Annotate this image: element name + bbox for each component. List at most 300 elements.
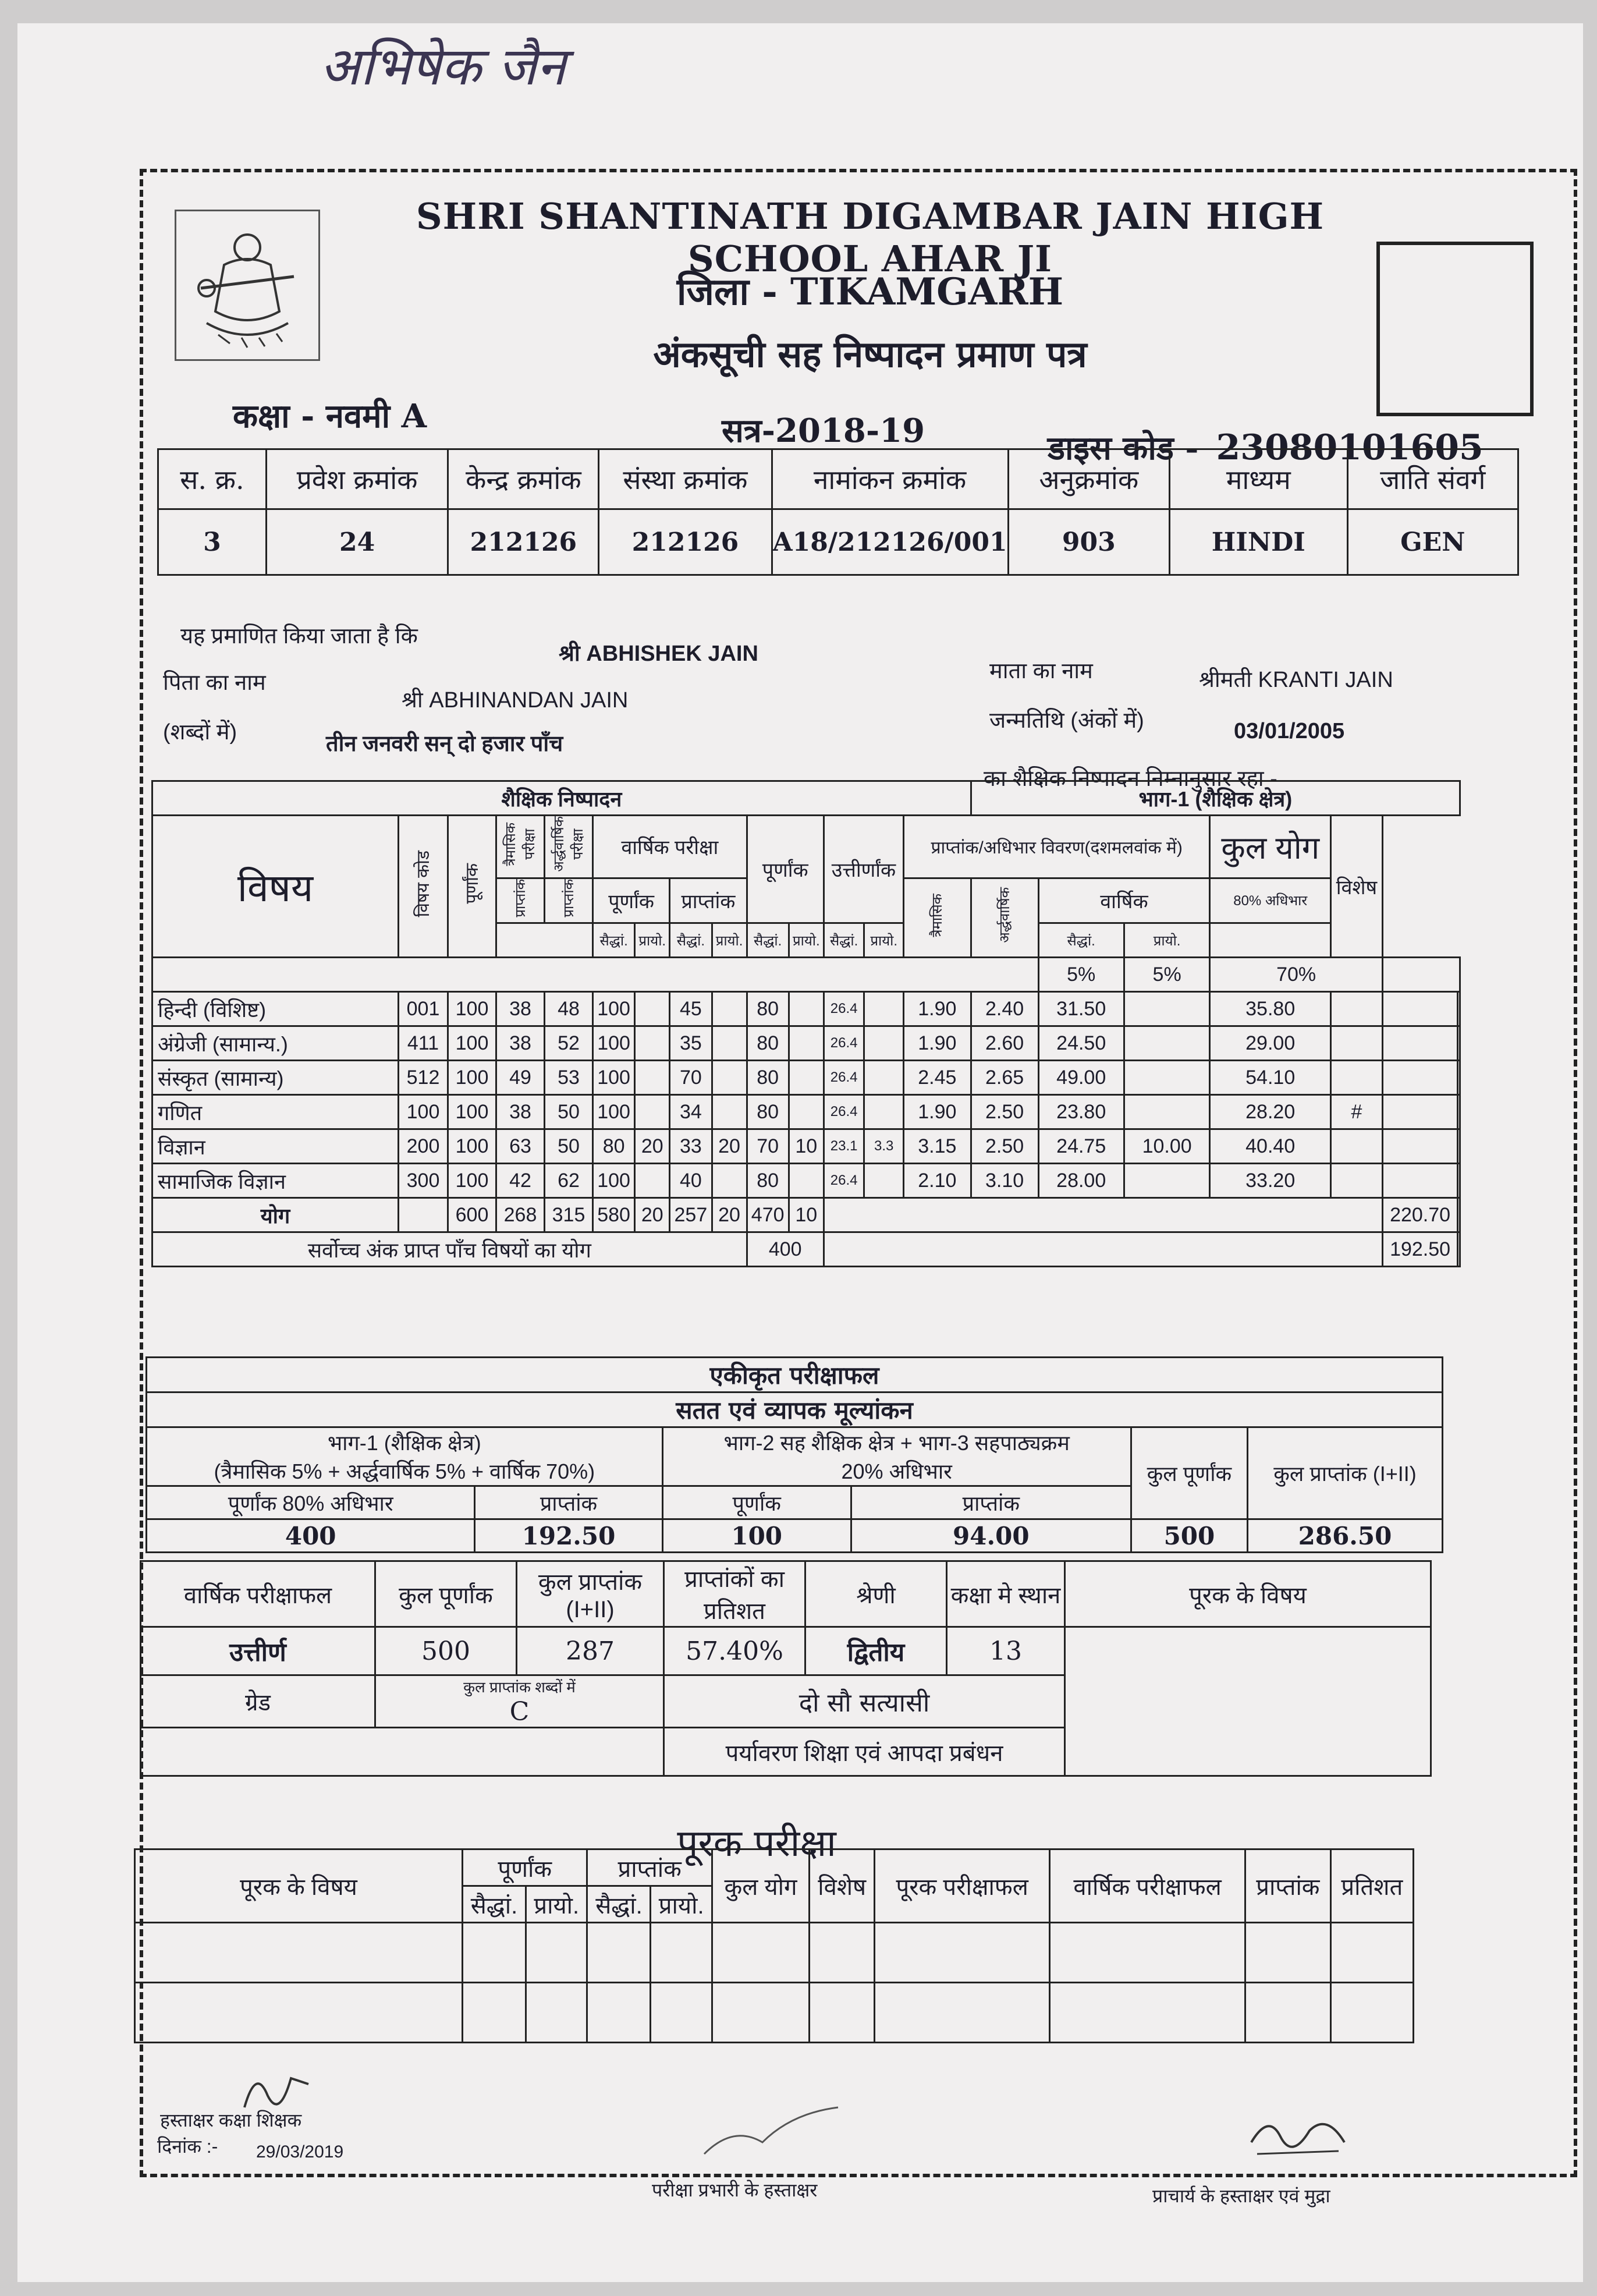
cell-full2-t: 80 <box>747 1061 789 1095</box>
cell-full: 100 <box>448 992 496 1026</box>
id-value: 903 <box>1008 509 1169 575</box>
cell-pass-t: 26.4 <box>824 1026 864 1061</box>
cell-code: 512 <box>399 1061 448 1095</box>
cell-w-tri: 2.10 <box>903 1164 971 1198</box>
cell-w-ardh: 3.10 <box>971 1164 1038 1198</box>
pct70: 70% <box>1210 958 1383 992</box>
id-value-row <box>158 509 1518 575</box>
cell-a-obt-t: 35 <box>670 1026 712 1061</box>
cell-pass-t: 23.1 <box>824 1129 864 1164</box>
w-ardh <box>971 878 1038 958</box>
ev-part2-full-label: पूर्णांक <box>662 1486 851 1519</box>
spacer <box>1382 1061 1457 1095</box>
w-tri <box>903 878 971 958</box>
cell-w-tri: 3.15 <box>903 1129 971 1164</box>
cell-a-full-p <box>635 992 670 1026</box>
suppl-h-total: कुल योग <box>712 1849 809 1923</box>
id-header: संस्था क्रमांक <box>599 449 772 509</box>
suppl-cell <box>463 1923 526 1983</box>
cell-w-tri: 2.45 <box>903 1061 971 1095</box>
total-afull-p: 20 <box>635 1198 670 1232</box>
saraswati-logo-icon <box>183 218 311 352</box>
col-subject: विषय <box>152 816 399 958</box>
marks-header-row-1 <box>152 816 1460 878</box>
spacer <box>1458 1026 1460 1061</box>
spacer <box>496 923 593 958</box>
incharge-signature <box>698 2102 850 2166</box>
id-header: अनुक्रमांक <box>1008 449 1169 509</box>
saraswati-logo <box>175 210 320 361</box>
section-title: शैक्षिक निष्पादन <box>152 781 971 816</box>
cell-w-ann-p <box>1124 1095 1209 1129</box>
cell-w-ann-p <box>1124 1164 1209 1198</box>
cell-pass-p <box>864 1164 903 1198</box>
teacher-sig-label: हस्ताक्षर कक्षा शिक्षक <box>160 2110 302 2131</box>
cell-code: 411 <box>399 1026 448 1061</box>
cell-tri: 42 <box>496 1164 545 1198</box>
suppl-empty-row <box>135 1983 1414 2043</box>
suppl-cell <box>1330 1923 1413 1983</box>
cell-a-full-p <box>635 1095 670 1129</box>
id-value: 212126 <box>599 509 772 575</box>
cell-a-full-t: 100 <box>593 1164 635 1198</box>
total-aobt-p: 20 <box>712 1198 747 1232</box>
cell-total: 54.10 <box>1210 1061 1331 1095</box>
suppl-h-subject: पूरक के विषय <box>135 1849 463 1923</box>
col-obt-a <box>496 878 545 923</box>
cell-a-full-t: 100 <box>593 1026 635 1061</box>
spacer <box>824 1198 1382 1232</box>
id-value: GEN <box>1347 509 1518 575</box>
best-five-full: 400 <box>747 1232 824 1267</box>
ev-part2-obt-label: प्राप्तांक <box>851 1486 1131 1519</box>
total-aobt-t: 257 <box>670 1198 712 1232</box>
subject-row <box>152 1164 1460 1198</box>
total-full2-t: 470 <box>747 1198 789 1232</box>
ev-part2 <box>662 1427 1131 1486</box>
suppl-cell <box>651 1923 712 1983</box>
h-suppl: पूरक के विषय <box>1065 1561 1431 1627</box>
id-header: केन्द्र क्रमांक <box>448 449 599 509</box>
spacer <box>1382 1095 1457 1129</box>
id-value: 24 <box>266 509 448 575</box>
cell-pass-t: 26.4 <box>824 1061 864 1095</box>
suppl-cell <box>463 1983 526 2043</box>
cell-full2-t: 80 <box>747 1164 789 1198</box>
spacer <box>1210 923 1331 958</box>
date-label: दिनांक :- <box>157 2136 218 2157</box>
spacer <box>1382 1026 1457 1061</box>
spacer <box>1458 1164 1460 1198</box>
suppl-h-annual: वार्षिक परीक्षाफल <box>1050 1849 1245 1923</box>
suppl-h-special: विशेष <box>810 1849 875 1923</box>
full: 500 <box>375 1627 517 1675</box>
col-special: विशेष <box>1331 816 1383 958</box>
words: दो सौ सत्यासी <box>664 1675 1065 1728</box>
spacer <box>141 1728 664 1776</box>
col-weight-title: प्राप्तांक/अधिभार विवरण(दशमलवांक में) <box>903 816 1209 878</box>
principal-label: प्राचार्य के हस्ताक्षर एवं मुद्रा <box>1152 2185 1330 2206</box>
cell-total: 29.00 <box>1210 1026 1331 1061</box>
spacer <box>1382 1164 1457 1198</box>
cell-w-ardh: 2.65 <box>971 1061 1038 1095</box>
subject-name: अंग्रेजी (सामान्य.) <box>152 1026 399 1061</box>
ev-part2-full: 100 <box>662 1519 851 1553</box>
spacer <box>1458 1232 1460 1267</box>
h-full: कुल पूर्णांक <box>375 1561 517 1627</box>
cell-tri: 38 <box>496 1026 545 1061</box>
id-header: प्रवेश क्रमांक <box>266 449 448 509</box>
student-name: श्री ABHISHEK JAIN <box>559 642 758 666</box>
cell-w-ann-t: 31.50 <box>1038 992 1124 1026</box>
cell-special <box>1331 992 1383 1026</box>
cell-w-ann-p: 10.00 <box>1124 1129 1209 1164</box>
suppl-cell <box>810 1983 875 2043</box>
cell-pass-p: 3.3 <box>864 1129 903 1164</box>
cell-w-ann-t: 23.80 <box>1038 1095 1124 1129</box>
ev-part2-weight: 20% अधिभार <box>841 1459 952 1483</box>
id-value: A18/212126/001 <box>772 509 1008 575</box>
ev-title2: सतत एवं व्यापक मूल्यांकन <box>147 1393 1443 1427</box>
id-value: 212126 <box>448 509 599 575</box>
col-obt-a-label: प्राप्तांक <box>512 878 528 917</box>
cell-total: 40.40 <box>1210 1129 1331 1164</box>
father-label: पिता का नाम <box>163 671 266 695</box>
cell-full: 100 <box>448 1164 496 1198</box>
h-pct: प्राप्तांकों का प्रतिशत <box>664 1561 805 1627</box>
certify-label: यह प्रमाणित किया जाता है कि <box>180 624 418 649</box>
w-ardh-label: अर्द्धवार्षिक <box>996 887 1013 943</box>
id-header: जाति संवर्ग <box>1347 449 1518 509</box>
ev-part1-obt: 192.50 <box>475 1519 662 1553</box>
cell-a-full-t: 100 <box>593 1095 635 1129</box>
ev-part1-obt-label: प्राप्तांक <box>475 1486 662 1519</box>
subject-row <box>152 1129 1460 1164</box>
suppl-empty-row <box>135 1923 1414 1983</box>
suppl-header-row <box>135 1849 1414 1886</box>
cell-total: 28.20 <box>1210 1095 1331 1129</box>
division: द्वितीय <box>805 1627 947 1675</box>
cell-special <box>1331 1129 1383 1164</box>
spacer <box>1458 992 1460 1026</box>
res-header-row <box>141 1561 1431 1627</box>
cell-full2-p: 10 <box>789 1129 824 1164</box>
suppl-cell <box>1245 1983 1331 2043</box>
cell-code: 300 <box>399 1164 448 1198</box>
suppl-cell <box>875 1983 1050 2043</box>
col-pass: उत्तीर्णांक <box>824 816 903 923</box>
cell-full: 100 <box>448 1061 496 1095</box>
th-theory: सैद्धां. <box>1038 923 1124 958</box>
spacer <box>399 1198 448 1232</box>
cell-total: 33.20 <box>1210 1164 1331 1198</box>
cell-w-tri: 1.90 <box>903 1026 971 1061</box>
suppl-cell <box>135 1983 463 2043</box>
class-label: कक्षा - नवमी A <box>233 397 427 435</box>
id-table <box>157 448 1519 576</box>
col-code <box>399 816 448 958</box>
best-five-total: 192.50 <box>1382 1232 1457 1267</box>
cell-a-obt-t: 40 <box>670 1164 712 1198</box>
cell-w-ann-t: 28.00 <box>1038 1164 1124 1198</box>
suppl-cell <box>1330 1983 1413 2043</box>
cell-code: 001 <box>399 992 448 1026</box>
subject-name: विज्ञान <box>152 1129 399 1164</box>
suppl-h-full: पूर्णांक <box>463 1849 587 1886</box>
total-full: 600 <box>448 1198 496 1232</box>
th-theory: सैद्धां. <box>747 923 789 958</box>
mother-label: माता का नाम <box>989 659 1093 683</box>
ev-title-row-2 <box>147 1393 1443 1427</box>
result: उत्तीर्ण <box>141 1627 375 1675</box>
best-five-label: सर्वोच्च अंक प्राप्त पाँच विषयों का योग <box>152 1232 747 1267</box>
total-label: योग <box>152 1198 399 1232</box>
part1-title: भाग-1 (शैक्षिक क्षेत्र) <box>971 781 1460 816</box>
suppl-cell <box>712 1923 809 1983</box>
cell-code: 200 <box>399 1129 448 1164</box>
marks-pct-row <box>152 958 1460 992</box>
dob-words: तीन जनवरी सन् दो हजार पाँच <box>326 732 563 756</box>
spacer <box>1382 992 1457 1026</box>
th-theory: सैद्धां. <box>824 923 864 958</box>
pct5a: 5% <box>1038 958 1124 992</box>
ev-row-5 <box>147 1519 1443 1553</box>
suppl-h-obt2: प्राप्तांक <box>1245 1849 1331 1923</box>
cell-full2-t: 80 <box>747 992 789 1026</box>
grade-label: ग्रेड <box>141 1675 375 1728</box>
pct80: 80% अधिभार <box>1210 878 1331 923</box>
h-div: श्रेणी <box>805 1561 947 1627</box>
ev-title1: एकीकृत परीक्षाफल <box>147 1358 1443 1393</box>
cell-a-full-p <box>635 1026 670 1061</box>
col-total: कुल योग <box>1210 816 1331 878</box>
col-obt-b <box>545 878 593 923</box>
col-full-label: पूर्णांक <box>462 863 482 904</box>
cell-a-full-p <box>635 1164 670 1198</box>
cell-w-ardh: 2.50 <box>971 1095 1038 1129</box>
cell-a-obt-t: 70 <box>670 1061 712 1095</box>
id-header: स. क्र. <box>158 449 267 509</box>
cell-full2-t: 80 <box>747 1095 789 1129</box>
cell-tri: 38 <box>496 1095 545 1129</box>
total-full2-p: 10 <box>789 1198 824 1232</box>
cell-w-tri: 1.90 <box>903 1095 971 1129</box>
session: सत्र-2018-19 <box>722 412 925 450</box>
subject-name: संस्कृत (सामान्य) <box>152 1061 399 1095</box>
cell-special <box>1331 1026 1383 1061</box>
subject-row <box>152 1095 1460 1129</box>
cell-w-ann-t: 24.75 <box>1038 1129 1124 1164</box>
cell-ardh: 62 <box>545 1164 593 1198</box>
suppl-cell <box>712 1983 809 2043</box>
spacer <box>1382 958 1460 992</box>
marks-table <box>151 780 1461 1267</box>
annual-full: पूर्णांक <box>593 878 670 923</box>
ev-grand-full: 500 <box>1131 1519 1247 1553</box>
cell-full2-p <box>789 992 824 1026</box>
cell-pass-t: 26.4 <box>824 1164 864 1198</box>
cell-w-ann-t: 24.50 <box>1038 1026 1124 1061</box>
spacer <box>1458 1061 1460 1095</box>
ev-part1-full: 400 <box>147 1519 475 1553</box>
th-practical: प्रायो. <box>635 923 670 958</box>
env: पर्यावरण शिक्षा एवं आपदा प्रबंधन <box>664 1728 1065 1776</box>
cell-w-tri: 1.90 <box>903 992 971 1026</box>
suppl-table <box>134 1848 1414 2043</box>
cell-full2-p <box>789 1026 824 1061</box>
ev-part1-full-label: पूर्णांक 80% अधिभार <box>147 1486 475 1519</box>
col-ardh-label: अर्द्धवार्षिक परीक्षा <box>551 816 586 872</box>
spacer <box>1458 1198 1460 1232</box>
cell-ardh: 53 <box>545 1061 593 1095</box>
ev-grand-full-label: कुल पूर्णांक <box>1131 1427 1247 1519</box>
cell-w-ann-p <box>1124 1061 1209 1095</box>
cell-pass-p <box>864 992 903 1026</box>
cell-a-obt-p <box>712 1061 747 1095</box>
cell-a-obt-p <box>712 992 747 1026</box>
cell-a-full-t: 100 <box>593 992 635 1026</box>
cell-full2-p <box>789 1061 824 1095</box>
grade: C <box>509 1697 530 1727</box>
subject-row <box>152 1026 1460 1061</box>
th-practical: प्रायो. <box>864 923 903 958</box>
suppl-title: पूरक परीक्षा <box>677 1822 836 1865</box>
ev-grand-obt: 286.50 <box>1248 1519 1443 1553</box>
dob: 03/01/2005 <box>1234 719 1345 743</box>
cell-special <box>1331 1061 1383 1095</box>
rank: 13 <box>947 1627 1065 1675</box>
cell-w-ann-p <box>1124 1026 1209 1061</box>
cell-a-full-p: 20 <box>635 1129 670 1164</box>
cell-total: 35.80 <box>1210 992 1331 1026</box>
id-header: माध्यम <box>1170 449 1347 509</box>
principal-signature <box>1245 2107 1350 2166</box>
performance-line: का शैक्षिक निष्पादन निम्नानुसार रहा - <box>984 767 1277 791</box>
cell-a-obt-p <box>712 1026 747 1061</box>
certificate-title: अंकसूची सह निष्पादन प्रमाण पत्र <box>653 333 1087 375</box>
id-value: 3 <box>158 509 267 575</box>
cell-full2-t: 70 <box>747 1129 789 1164</box>
cell-w-ardh: 2.50 <box>971 1129 1038 1164</box>
cell-pass-t: 26.4 <box>824 992 864 1026</box>
h-result: वार्षिक परीक्षाफल <box>141 1561 375 1627</box>
exam-incharge-label: परीक्षा प्रभारी के हस्ताक्षर <box>652 2180 818 2201</box>
subject-row <box>152 992 1460 1026</box>
spacer <box>1382 1129 1457 1164</box>
cell-w-ann-t: 49.00 <box>1038 1061 1124 1095</box>
suppl-cell <box>1245 1923 1331 1983</box>
ev-row-3 <box>147 1427 1443 1486</box>
ev-part2-title: भाग-2 सह शैक्षिक क्षेत्र + भाग-3 सहपाठ्यक्रम <box>723 1431 1070 1455</box>
cell-a-obt-t: 45 <box>670 992 712 1026</box>
col-obt-b-label: प्राप्तांक <box>560 878 577 917</box>
cell-ardh: 52 <box>545 1026 593 1061</box>
cell-full: 100 <box>448 1095 496 1129</box>
cell-code: 100 <box>399 1095 448 1129</box>
col-full2: पूर्णांक <box>747 816 824 923</box>
words-label: कुल प्राप्तांक शब्दों में <box>463 1678 576 1696</box>
cell-a-obt-p <box>712 1164 747 1198</box>
cell-tri: 49 <box>496 1061 545 1095</box>
th-theory: सैद्धां. <box>670 923 712 958</box>
col-code-label: विषय कोड <box>413 850 433 917</box>
total-afull-t: 580 <box>593 1198 635 1232</box>
suppl-subjects <box>1065 1627 1431 1776</box>
col-trimasik-label: त्रैमासिक परीक्षा <box>503 822 538 866</box>
col-trimasik <box>496 816 545 878</box>
cell-a-full-p <box>635 1061 670 1095</box>
col-ardh <box>545 816 593 878</box>
cell-full: 100 <box>448 1129 496 1164</box>
school-name: SHRI SHANTINATH DIGAMBAR JAIN HIGH SCHOOL AHAR JI <box>416 195 1325 280</box>
result-table <box>140 1560 1432 1777</box>
ev-part1 <box>147 1427 663 1486</box>
w-annual: वार्षिक <box>1038 878 1210 923</box>
subject-name: गणित <box>152 1095 399 1129</box>
ev-grand-obt-label: कुल प्राप्तांक (I+II) <box>1248 1427 1443 1519</box>
cell-pass-p <box>864 1061 903 1095</box>
cell-a-obt-p: 20 <box>712 1129 747 1164</box>
suppl-cell <box>810 1923 875 1983</box>
spacer <box>1458 1095 1460 1129</box>
id-value: HINDI <box>1170 509 1347 575</box>
cell-pass-p <box>864 1026 903 1061</box>
cell-special <box>1331 1164 1383 1198</box>
ev-part1-title: भाग-1 (शैक्षिक क्षेत्र) <box>327 1431 481 1455</box>
total-sum: 220.70 <box>1382 1198 1457 1232</box>
cell-tri: 38 <box>496 992 545 1026</box>
th-practical: प्रायो. <box>712 923 747 958</box>
cell-ardh: 50 <box>545 1129 593 1164</box>
spacer <box>824 1232 1382 1267</box>
cell-ardh: 50 <box>545 1095 593 1129</box>
evaluation-table <box>145 1356 1443 1553</box>
h-rank: कक्षा मे स्थान <box>947 1561 1065 1627</box>
dob-label: जन्मतिथि (अंकों में) <box>989 708 1144 733</box>
h-obt: कुल प्राप्तांक (I+II) <box>517 1561 664 1627</box>
spacer <box>152 958 1039 992</box>
suppl-cell <box>651 1983 712 2043</box>
suppl-cell <box>875 1923 1050 1983</box>
suppl-h-result: पूरक परीक्षाफल <box>875 1849 1050 1923</box>
subject-name: हिन्दी (विशिष्ट) <box>152 992 399 1026</box>
annual-obt: प्राप्तांक <box>670 878 747 923</box>
th-practical: प्रायो. <box>789 923 824 958</box>
cell-full2-p <box>789 1164 824 1198</box>
th-practical: प्रायो. <box>1124 923 1209 958</box>
suppl-cell <box>1050 1983 1245 2043</box>
suppl-cell <box>135 1923 463 1983</box>
total-row <box>152 1198 1460 1232</box>
suppl-cell <box>587 1923 651 1983</box>
marks-title-row <box>152 781 1460 816</box>
handwritten-name: अभिषेक जैन <box>320 36 566 97</box>
suppl-cell <box>587 1983 651 2043</box>
cell-ardh: 48 <box>545 992 593 1026</box>
dise-value: 23080101605 <box>1216 427 1484 468</box>
pct: 57.40% <box>664 1627 805 1675</box>
suppl-cell <box>1050 1923 1245 1983</box>
date: 29/03/2019 <box>256 2142 344 2162</box>
cell-a-obt-p <box>712 1095 747 1129</box>
best-five-row <box>152 1232 1460 1267</box>
cell-full2-t: 80 <box>747 1026 789 1061</box>
subject-row <box>152 1061 1460 1095</box>
district: जिला - TIKAMGARH <box>676 270 1064 314</box>
mother-name: श्रीमती KRANTI JAIN <box>1199 668 1393 692</box>
cell-full2-p <box>789 1095 824 1129</box>
cell-w-ardh: 2.40 <box>971 992 1038 1026</box>
